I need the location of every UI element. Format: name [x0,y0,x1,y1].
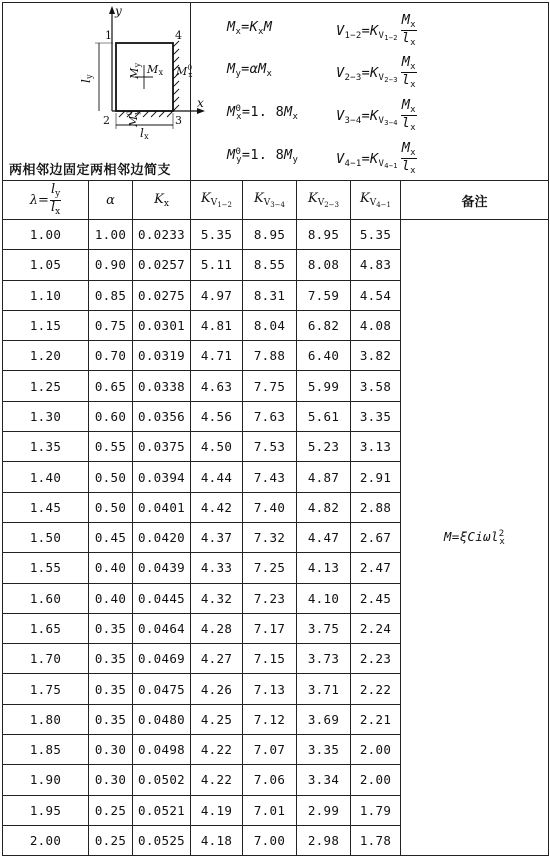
table-cell: 0.0394 [133,462,191,492]
table-cell: 7.40 [243,492,297,522]
table-cell: 0.0301 [133,310,191,340]
table-body [3,220,549,856]
table-cell: 5.99 [297,371,351,401]
formula-left-3: $M^0_x=1$. $8M_x$ [227,104,299,122]
formula-cell [191,3,549,181]
table-cell: 2.99 [297,795,351,825]
corner-label-2: 2 [103,114,111,127]
table-cell: 0.35 [89,674,133,704]
table-cell: 1.10 [3,280,89,310]
header-kv41: $K_{V4-1}$ [351,181,401,220]
table-cell: 1.45 [3,492,89,522]
x-axis-label: x [197,96,205,110]
table-cell: 4.26 [191,674,243,704]
table-cell: 0.0480 [133,704,191,734]
table-cell: 0.35 [89,644,133,674]
table-cell: 7.32 [243,522,297,552]
table-cell: 4.56 [191,401,243,431]
my0-edge-label [126,110,141,128]
table-cell: 7.75 [243,371,297,401]
table-cell: 1.00 [89,220,133,250]
table-cell: 1.70 [3,644,89,674]
table-cell: 3.13 [351,432,401,462]
table-cell: 4.97 [191,280,243,310]
table-cell: 4.22 [191,765,243,795]
table-cell: 4.10 [297,583,351,613]
table-cell: 1.80 [3,704,89,734]
table-cell: 4.28 [191,613,243,643]
table-cell: 2.00 [3,825,89,855]
fraction-mx-over-lx: $\frac{M_x}{l_x}$ [401,140,416,177]
header-kx: $K_x$ [133,181,191,220]
table-cell: 0.65 [89,371,133,401]
table-cell: 0.0525 [133,825,191,855]
table-cell: 2.24 [351,613,401,643]
table-cell: 0.0233 [133,220,191,250]
table-cell: 0.50 [89,492,133,522]
table-cell: 4.08 [351,310,401,340]
table-cell: 6.40 [297,341,351,371]
table-cell: 1.05 [3,250,89,280]
table-cell: 4.37 [191,522,243,552]
table-cell: 4.54 [351,280,401,310]
table-cell: 3.35 [351,401,401,431]
svg-text:M0y: $M^0y$ [126,110,141,127]
table-cell: 1.55 [3,553,89,583]
table-cell: 1.78 [351,825,401,855]
table-cell: 1.95 [3,795,89,825]
formula-right-4: $V_{4-1}=K_{V4-1}$ $\frac{M_x}{l_x}$ [336,140,416,177]
table-cell: 4.25 [191,704,243,734]
table-cell: 2.21 [351,704,401,734]
table-cell: 2.22 [351,674,401,704]
table-cell: 0.0475 [133,674,191,704]
table-cell: 2.00 [351,765,401,795]
formula-right-2: $V_{2-3}=K_{V2-3}$ $\frac{M_x}{l_x}$ [336,54,416,91]
coefficient-table [2,2,549,856]
lx-label: lx [140,126,149,141]
table-cell: 5.11 [191,250,243,280]
table-cell: 7.23 [243,583,297,613]
table-cell: 1.65 [3,613,89,643]
table-cell: 2.67 [351,522,401,552]
table-cell: 3.75 [297,613,351,643]
table-cell: 4.81 [191,310,243,340]
svg-text:My: My [128,62,142,79]
table-cell: 3.71 [297,674,351,704]
table-cell: 1.75 [3,674,89,704]
table-cell: 6.82 [297,310,351,340]
table-cell: 0.25 [89,825,133,855]
table-cell: 0.45 [89,522,133,552]
mx0-edge-label: $M^0$ x [176,64,193,79]
table-cell: 2.91 [351,462,401,492]
table-cell: 3.69 [297,704,351,734]
table-cell: 0.0356 [133,401,191,431]
my-center-label [128,62,142,80]
table-cell: 4.50 [191,432,243,462]
table-cell: 4.71 [191,341,243,371]
table-cell: 2.88 [351,492,401,522]
table-cell: 0.0445 [133,583,191,613]
table-cell: 0.40 [89,553,133,583]
header-alpha: α [89,181,133,220]
table-cell: 0.0401 [133,492,191,522]
table-cell: 2.98 [297,825,351,855]
table-cell: 0.0439 [133,553,191,583]
table-cell: 7.12 [243,704,297,734]
table-cell: 8.08 [297,250,351,280]
header-note: 备注 [401,181,549,220]
table-cell: 5.23 [297,432,351,462]
table-cell: 4.44 [191,462,243,492]
table-cell: 0.0464 [133,613,191,643]
table-cell: 0.0521 [133,795,191,825]
table-cell: 0.0275 [133,280,191,310]
table-cell: 2.47 [351,553,401,583]
header-kv34: $K_{V3-4}$ [243,181,297,220]
table-cell: 7.13 [243,674,297,704]
formula-left-1: $M_x=K_xM$ [227,19,273,37]
table-cell: 5.35 [191,220,243,250]
table-cell: 7.59 [297,280,351,310]
formula-right-3: $V_{3-4}=K_{V3-4}$ $\frac{M_x}{l_x}$ [336,97,416,134]
table-cell: 7.00 [243,825,297,855]
formula-right-1: $V_{1-2}=K_{V1-2}$ $\frac{M_x}{l_x}$ [336,12,416,49]
table-cell: 4.83 [351,250,401,280]
table-cell: 5.61 [297,401,351,431]
table-cell: 7.06 [243,765,297,795]
table-cell: 0.40 [89,583,133,613]
table-cell: 0.0502 [133,765,191,795]
table-cell: 4.19 [191,795,243,825]
table-cell: 2.45 [351,583,401,613]
table-cell: 8.95 [297,220,351,250]
table-cell: 7.88 [243,341,297,371]
table-cell: 0.30 [89,735,133,765]
table-cell: 3.73 [297,644,351,674]
header-row [3,181,549,220]
table-cell: 3.82 [351,341,401,371]
corner-label-4: 4 [175,29,183,42]
table-cell: 3.58 [351,371,401,401]
note-formula: M=ξCiωl$^2_x$ [443,528,506,547]
note-formula-cell [401,220,549,856]
fraction-mx-over-lx: $\frac{M_x}{l_x}$ [401,97,416,134]
header-kv12: $K_{V1-2}$ [191,181,243,220]
table-cell: 1.90 [3,765,89,795]
table-cell: 8.95 [243,220,297,250]
table-row [3,220,549,250]
table-cell: 3.34 [297,765,351,795]
table-cell: 0.70 [89,341,133,371]
table-cell: 8.55 [243,250,297,280]
table-cell: 1.50 [3,522,89,552]
fraction-mx-over-lx: $\frac{M_x}{l_x}$ [401,12,416,49]
table-cell: 1.00 [3,220,89,250]
table-cell: 0.90 [89,250,133,280]
table-cell: 1.30 [3,401,89,431]
table-cell: 0.35 [89,704,133,734]
ly-label [79,74,94,83]
table-cell: 0.25 [89,795,133,825]
table-cell: 5.35 [351,220,401,250]
table-cell: 8.04 [243,310,297,340]
table-cell: 1.60 [3,583,89,613]
table-cell: 4.42 [191,492,243,522]
table-cell: 4.33 [191,553,243,583]
table-cell: 0.0469 [133,644,191,674]
table-cell: 0.0498 [133,735,191,765]
table-cell: 4.13 [297,553,351,583]
table-cell: 7.25 [243,553,297,583]
table-cell: 0.0420 [133,522,191,552]
table-cell: 8.31 [243,280,297,310]
fraction-mx-over-lx: $\frac{M_x}{l_x}$ [401,54,416,91]
mx-center-label: Mx [147,63,164,77]
table-cell: 1.79 [351,795,401,825]
table-cell: 0.30 [89,765,133,795]
table-cell: 4.32 [191,583,243,613]
table-cell: 0.35 [89,613,133,643]
table-cell: 7.17 [243,613,297,643]
table-cell: 1.35 [3,432,89,462]
figure-caption: 两相邻边固定两相邻边简支 [9,163,172,178]
table-cell: 7.01 [243,795,297,825]
table-cell: 1.15 [3,310,89,340]
table-cell: 7.15 [243,644,297,674]
table-cell: 4.22 [191,735,243,765]
table-cell: 4.63 [191,371,243,401]
table-cell: 4.27 [191,644,243,674]
plate-figure-cell [3,3,205,181]
table-cell: 2.23 [351,644,401,674]
table-cell: 0.55 [89,432,133,462]
figure-row [3,3,549,181]
table-cell: 0.0375 [133,432,191,462]
formula-left-4: $M^0_y=1$. $8M_y$ [227,147,299,165]
header-lambda: λ= $\frac{l_y}{l_x}$ [3,181,89,220]
header-kv23: $K_{V2-3}$ [297,181,351,220]
table-cell: 7.53 [243,432,297,462]
table-cell: 7.43 [243,462,297,492]
table-cell: 1.20 [3,341,89,371]
table-cell: 0.75 [89,310,133,340]
table-cell: 3.35 [297,735,351,765]
table-cell: 1.25 [3,371,89,401]
svg-text:ly: ly [79,74,94,83]
table-cell: 1.40 [3,462,89,492]
table-cell: 4.82 [297,492,351,522]
table-cell: 7.63 [243,401,297,431]
formula-left-2: $M_y=\alpha M_x$ [227,61,273,79]
table-cell: 4.18 [191,825,243,855]
corner-label-3: 3 [175,114,183,127]
table-cell: 4.47 [297,522,351,552]
table-cell: 0.0319 [133,341,191,371]
table-cell: 0.0338 [133,371,191,401]
table-cell: 0.60 [89,401,133,431]
corner-label-1: 1 [105,29,113,42]
table-cell: 1.85 [3,735,89,765]
table-cell: 4.87 [297,462,351,492]
table-cell: 0.50 [89,462,133,492]
table-cell: 0.85 [89,280,133,310]
y-axis-label: y [115,4,123,18]
table-cell: 7.07 [243,735,297,765]
table-cell: 0.0257 [133,250,191,280]
table-cell: 2.00 [351,735,401,765]
